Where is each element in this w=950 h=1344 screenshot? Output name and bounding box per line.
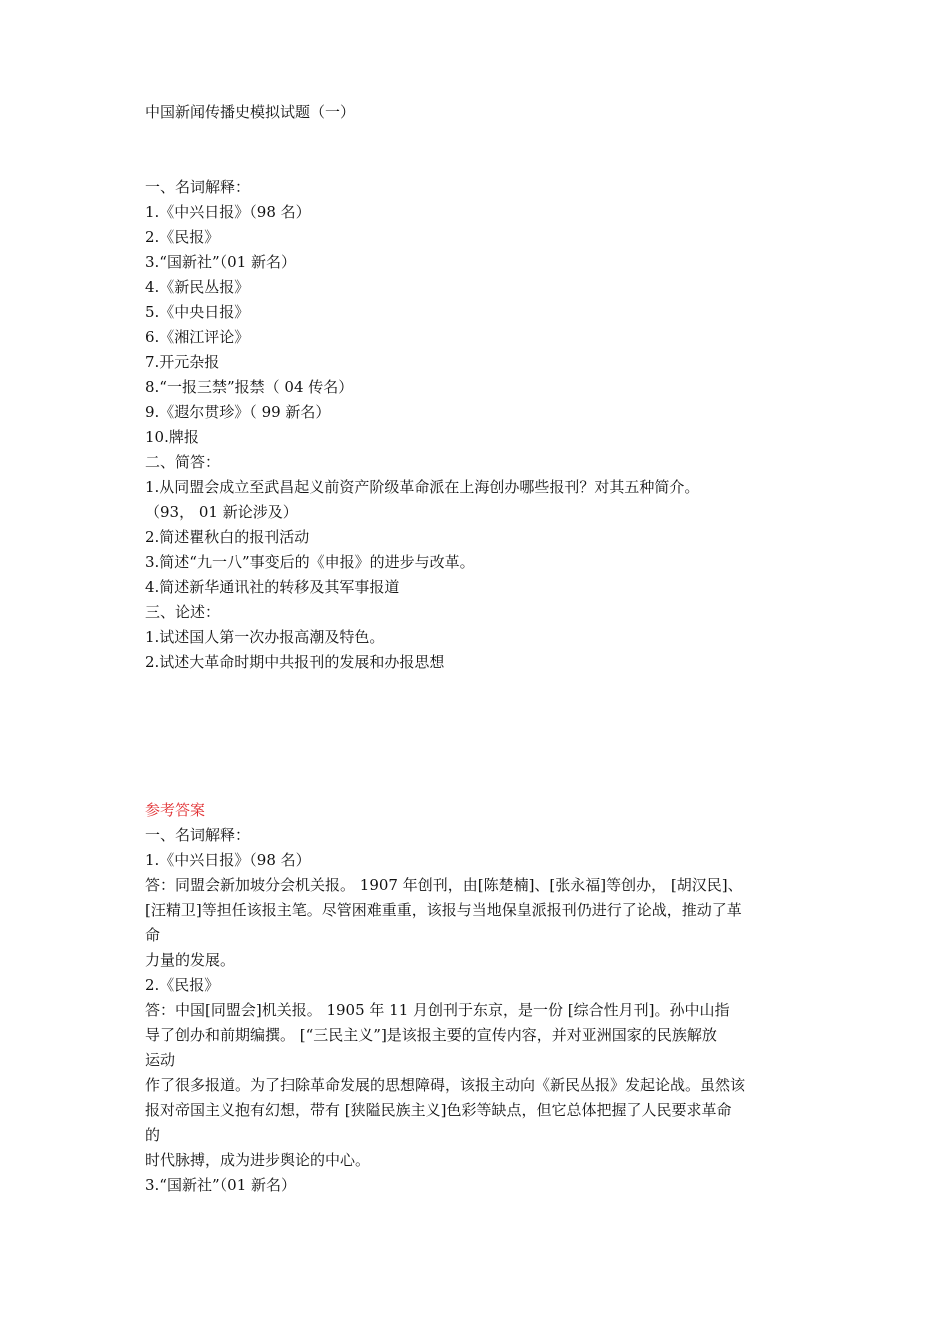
question-line: 2.《民报》 <box>145 228 220 246</box>
question-line: 4.简述新华通讯社的转移及其军事报道 <box>145 578 400 596</box>
question-line: 2.简述瞿秋白的报刊活动 <box>145 528 310 546</box>
question-line: 2.试述大革命时期中共报刊的发展和办报思想 <box>145 653 445 671</box>
answer-line: 时代脉搏，成为进步舆论的中心。 <box>145 1151 371 1169</box>
answer-line: 命 <box>145 926 161 944</box>
answer-line: 运动 <box>145 1051 176 1069</box>
answer-section-heading: 一、名词解释： <box>145 826 251 844</box>
question-line: 6.《湘江评论》 <box>145 328 250 346</box>
question-line: 10.牌报 <box>145 428 199 446</box>
section-heading-terms: 一、名词解释： <box>145 178 251 196</box>
question-line: 4.《新民丛报》 <box>145 278 250 296</box>
answer-line: 2.《民报》 <box>145 976 220 994</box>
answer-line: 报对帝国主义抱有幻想，带有 [狭隘民族主义]色彩等缺点，但它总体把握了人民要求革命 <box>145 1101 732 1119</box>
answer-line: 答：同盟会新加坡分会机关报。 1907 年创刊，由[陈楚楠]、[张永福]等创办， [胡汉民]、 <box>145 876 743 894</box>
section-heading-essay: 三、论述： <box>145 603 221 621</box>
answer-line: 的 <box>145 1126 161 1144</box>
answer-line: 1.《中兴日报》（98 名） <box>145 851 311 869</box>
answer-line: 力量的发展。 <box>145 951 236 969</box>
question-line: 1.从同盟会成立至武昌起义前资产阶级革命派在上海创办哪些报刊？对其五种简介。 <box>145 478 700 496</box>
document-title: 中国新闻传播史模拟试题（一） <box>145 103 356 121</box>
answer-line: 作了很多报道。为了扫除革命发展的思想障碍，该报主动向《新民丛报》发起论战。虽然该 <box>145 1076 746 1094</box>
question-line: （93， 01 新论涉及） <box>145 503 298 521</box>
question-line: 5.《中央日报》 <box>145 303 250 321</box>
answer-line: [汪精卫]等担任该报主笔。尽管困难重重，该报与当地保皇派报刊仍进行了论战，推动了革 <box>145 901 742 919</box>
answer-line: 3.“国新社”（01 新名） <box>145 1176 297 1194</box>
answer-line: 导了创办和前期编撰。 [“三民主义”]是该报主要的宣传内容，并对亚洲国家的民族解放 <box>145 1026 717 1044</box>
question-line: 7.开元杂报 <box>145 353 220 371</box>
answer-heading: 参考答案 <box>145 801 206 819</box>
answer-line: 答：中国[同盟会]机关报。 1905 年 11 月创刊于东京，是一份 [综合性月刊]。孙中山指 <box>145 1001 730 1019</box>
question-line: 1.《中兴日报》（98 名） <box>145 203 311 221</box>
question-line: 8.“一报三禁”报禁（ 04 传名） <box>145 378 354 396</box>
question-line: 9.《遐尔贯珍》（ 99 新名） <box>145 403 331 421</box>
question-line: 3.“国新社”（01 新名） <box>145 253 297 271</box>
question-line: 3.简述“九一八”事变后的《申报》的进步与改革。 <box>145 553 475 571</box>
section-heading-short-answer: 二、简答： <box>145 453 221 471</box>
question-line: 1.试述国人第一次办报高潮及特色。 <box>145 628 385 646</box>
